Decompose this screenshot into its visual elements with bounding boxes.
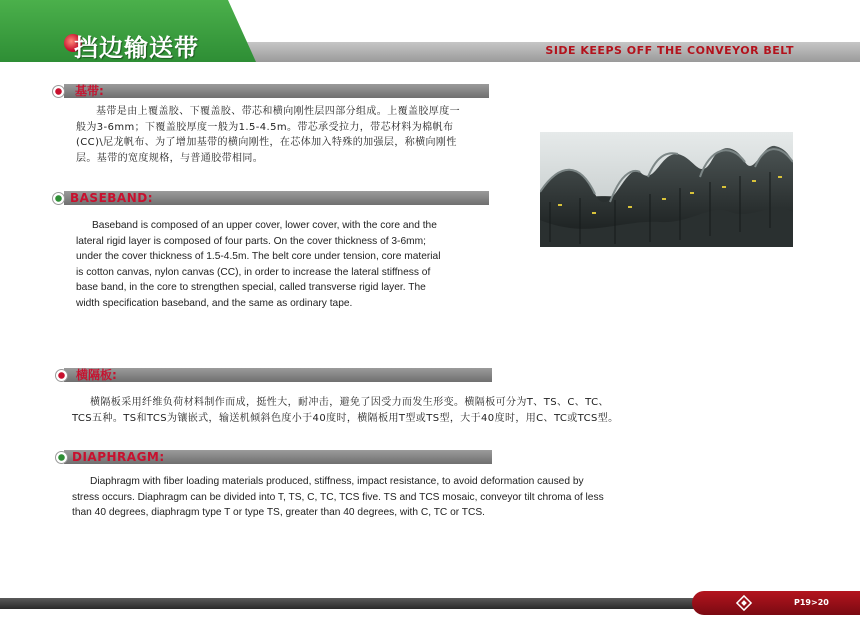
footer-page-tab <box>692 591 860 615</box>
conveyor-belt-illustration <box>540 132 793 247</box>
text-line: is cotton canvas, nylon canvas (CC), in order to increase the lateral stiffness of <box>76 266 431 278</box>
section-bar-baseband-zh <box>64 84 489 98</box>
page-number: P19>20 <box>794 598 829 607</box>
text-line: Diaphragm with fiber loading materials produced, stiffness, impact resistance, to avoid deformation caused by <box>90 476 584 487</box>
text-line: base band, in the core to strengthen special, called transverse rigid layer. The <box>76 282 426 294</box>
text-line: 般为3-6mm；下覆盖胶厚度一般为1.5-4.5m。带芯承受拉力，带芯材料为棉帆布 <box>76 121 454 133</box>
section-bar-diaphragm-zh <box>64 368 492 382</box>
page-title: 挡边输送带 <box>74 34 199 62</box>
target-bullet-icon <box>52 192 65 205</box>
page-subtitle: SIDE KEEPS OFF THE CONVEYOR BELT <box>545 44 794 57</box>
text-line: (CC)\尼龙帆布、为了增加基带的横向刚性，在芯体加入特殊的加强层，称横向刚性 <box>76 137 457 149</box>
paragraph-diaphragm-en <box>72 474 682 521</box>
section-title-diaphragm-zh: 横隔板: <box>76 368 117 382</box>
target-bullet-icon <box>55 369 68 382</box>
paragraph-diaphragm-zh <box>72 395 682 426</box>
text-line: width specification baseband, and the same as ordinary tape. <box>76 297 353 309</box>
target-bullet-icon <box>52 85 65 98</box>
text-line: Baseband is composed of an upper cover, lower cover, with the core and the <box>92 220 437 231</box>
text-line: than 40 degrees, diaphragm type T or type TS, greater than 40 degrees, with C, TC or TCS. <box>72 507 486 519</box>
brand-logo-icon <box>735 594 753 612</box>
paragraph-baseband-en <box>76 218 496 312</box>
text-line: lateral rigid layer is composed of four parts. On the cover thickness of 3-6mm; <box>76 235 426 247</box>
text-line: under the cover thickness of 1.5-4.5m. The belt core under tension, core material <box>76 251 441 263</box>
text-line: 横隔板采用纤维负荷材料制作而成，挺性大，耐冲击，避免了因受力而发生形变。横隔板可分为T、TS、C、TC、 <box>90 397 609 408</box>
text-line: stress occurs. Diaphragm can be divided into T, TS, C, TC, TCS five. TS and TCS mosaic, conveyor tilt chroma of less <box>72 491 604 503</box>
section-title-baseband-zh: 基带: <box>75 84 104 98</box>
paragraph-baseband-zh <box>76 104 496 166</box>
text-line: 层。基带的宽度规格，与普通胶带相同。 <box>76 152 264 164</box>
target-bullet-icon <box>55 451 68 464</box>
conveyor-belt-photo <box>540 132 793 247</box>
section-title-baseband-en: BASEBAND: <box>70 191 154 205</box>
text-line: TCS五种。TS和TCS为镶嵌式，输送机倾斜色度小于40度时，横隔板用T型或TS型，大于40度时，用C、TC或TCS型。 <box>72 412 619 424</box>
section-title-diaphragm-en: DIAPHRAGM: <box>72 450 165 464</box>
text-line: 基带是由上覆盖胶、下覆盖胶、带芯和横向刚性层四部分组成。上覆盖胶厚度一 <box>96 106 460 117</box>
